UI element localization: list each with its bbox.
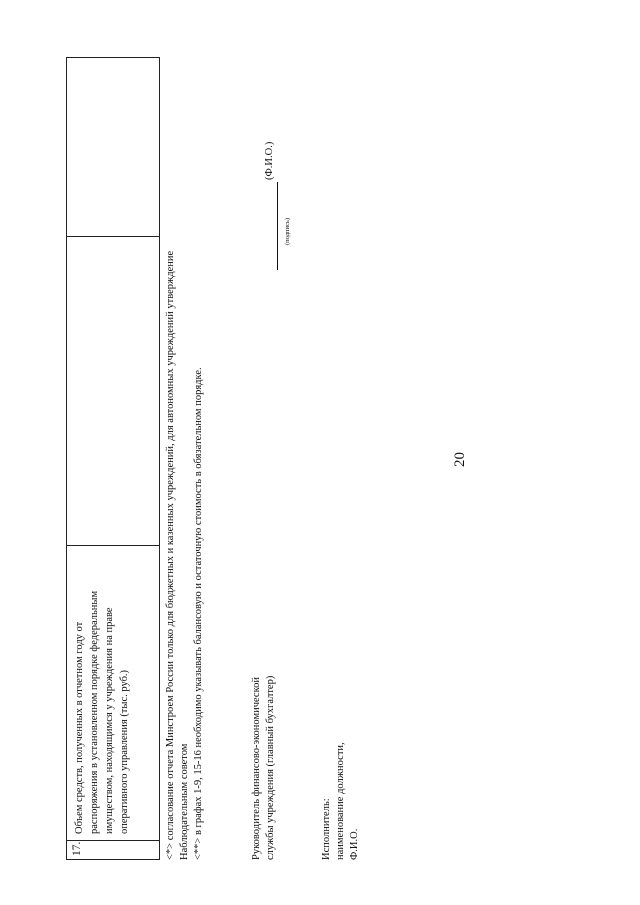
empty-cell: [67, 58, 159, 236]
executor-position: наименование должности,: [335, 742, 346, 860]
signature-line: [265, 182, 278, 270]
footnote-columns: <**> в графах 1-9, 15-16 необходимо указывать балансовую и остаточную стоимость в обязательном порядке.: [193, 367, 204, 860]
signatory-title-line: Руководитель финансово-экономической: [251, 676, 262, 860]
executor-label: Исполнитель:: [321, 798, 332, 860]
row-label-line: Объем средств, полученных в отчетном году от: [74, 621, 85, 834]
footnotes: [164, 60, 206, 860]
footnote-approval: <*> согласование отчета Минстроем России только для бюджетных и казенных учреждений, для автономных учреждений утверждение: [165, 250, 176, 860]
row-label: [67, 545, 159, 840]
page-number: 20: [452, 452, 468, 467]
executor-fio: Ф.И.О.: [349, 828, 360, 860]
signature-caption: (подпись): [284, 218, 291, 245]
row-number: 17.: [67, 840, 159, 859]
executor-block: [320, 620, 362, 860]
row-label-line: распоряжения в установленном порядке федеральным: [89, 590, 100, 834]
signatory-title: [250, 600, 278, 860]
empty-cell: [67, 236, 159, 545]
footnote-approval-continued: Наблюдательным советом: [179, 743, 190, 860]
row-label-line: оперативного управления (тыс. руб.): [119, 669, 130, 834]
signatory-title-line: службы учреждения (главный бухгалтер): [265, 675, 276, 860]
fio-label: (Ф.И.О.): [264, 141, 275, 180]
row-label-line: имуществом, находящимся у учреждения на праве: [104, 607, 115, 834]
report-table: [66, 57, 160, 860]
